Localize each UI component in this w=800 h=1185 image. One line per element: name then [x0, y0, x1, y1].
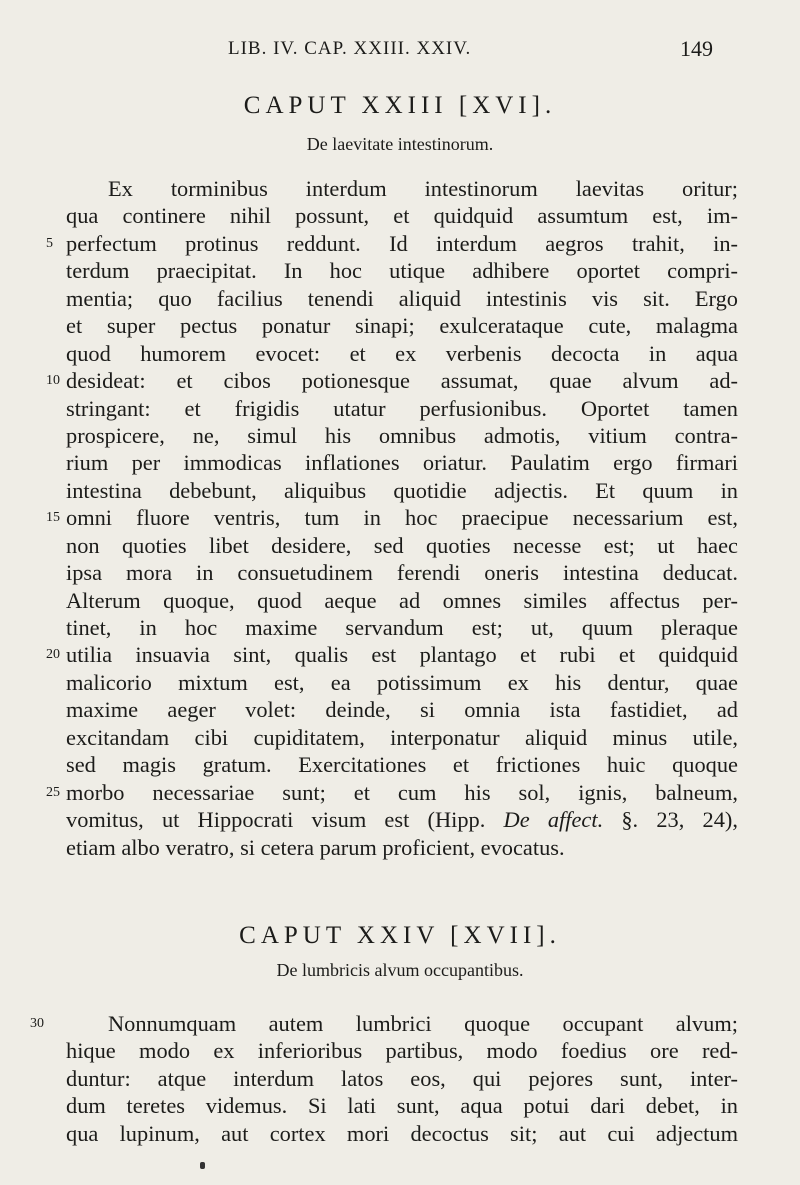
text-line: prospicere, ne, simul his omnibus admotis, vitium contra-: [66, 422, 738, 448]
line-number: 10: [46, 373, 60, 389]
text-line: rium per immodicas inflationes oriatur. Paulatim ergo firmari: [66, 450, 738, 476]
text-line: mentia; quo facilius tenendi aliquid intestinis vis sit. Ergo: [66, 285, 738, 311]
line-number: 5: [46, 235, 53, 251]
text-line: 30 Nonnumquam autem lumbrici quoque occupant alvum;: [30, 1011, 738, 1036]
text-line: 20 utilia insuavia sint, qualis est plantago et rubi et quidquid: [46, 642, 738, 668]
text-line: 15 omni fluore ventris, tum in hoc praecipue necessarium est,: [46, 505, 738, 531]
text-line: maxime aeger volet: deinde, si omnia ista fastidiet, ad: [66, 697, 738, 723]
text-line: non quoties libet desidere, sed quoties necesse est; ut haec: [66, 532, 738, 558]
line-number: 15: [46, 510, 60, 526]
line-number: 25: [46, 784, 60, 800]
text-line: quod humorem evocet: et ex verbenis decocta in aqua: [66, 340, 738, 366]
print-speck: [200, 1162, 205, 1169]
line-number: 30: [30, 1016, 44, 1031]
running-head: LIB. IV. CAP. XXIII. XXIV.: [228, 38, 472, 59]
chapter-subtitle-xxiv: De lumbricis alvum occupantibus.: [276, 960, 524, 980]
text-line: duntur: atque interdum latos eos, qui pejores sunt, inter-: [66, 1065, 738, 1091]
text-line: malicorio mixtum est, ea potissimum ex his dentur, quae: [66, 669, 738, 695]
line-number: 20: [46, 647, 60, 663]
text-line: sed magis gratum. Exercitationes et frictiones huic quoque: [66, 752, 738, 778]
text-line: etiam albo veratro, si cetera parum proficient, evocatus.: [66, 834, 565, 860]
text-line: Ex torminibus interdum intestinorum laevitas oritur;: [108, 176, 738, 201]
chapter-title-xxiii: CAPUT XXIII [XVI].: [243, 92, 557, 119]
text-line: stringant: et frigidis utatur perfusionibus. Oportet tamen: [66, 395, 738, 421]
text-line: vomitus, ut Hippocrati visum est (Hipp. De affect. §. 23, 24),: [66, 807, 738, 833]
text-line: excitandam cibi cupiditatem, interponatur aliquid minus utile,: [66, 724, 738, 750]
text-line: 25 morbo necessariae sunt; et cum his sol, ignis, balneum,: [46, 779, 738, 805]
text-line: et super pectus ponatur sinapi; exulcerataque cute, malagma: [66, 313, 738, 339]
chapter-title-xxiv: CAPUT XXIV [XVII].: [239, 922, 561, 949]
text-line: ipsa mora in consuetudinem ferendi oneris intestina deducat.: [66, 560, 738, 586]
citation-italic: De affect.: [503, 807, 604, 833]
chapter-text-xxiii: [46, 175, 738, 861]
page-number: 149: [680, 36, 713, 61]
text-line: 5 perfectum protinus reddunt. Id interdum aegros trahit, in-: [46, 230, 738, 256]
text-line: 10 desideat: et cibos potionesque assumat, quae alvum ad-: [46, 368, 738, 394]
text-line: tinet, in hoc maxime servandum est; ut, quum pleraque: [66, 615, 738, 640]
text-line: hique modo ex inferioribus partibus, modo foedius ore red-: [66, 1038, 738, 1064]
text-line: qua lupinum, aut cortex mori decoctus sit; aut cui adjectum: [66, 1120, 738, 1146]
text-line: intestina debebunt, aliquibus quotidie adjectis. Et quum in: [66, 477, 738, 503]
text-line: terdum praecipitat. In hoc utique adhibere oportet compri-: [66, 258, 738, 284]
text-line: qua continere nihil possunt, et quidquid assumtum est, im-: [66, 203, 738, 229]
text-line: Alterum quoque, quod aeque ad omnes similes affectus per-: [66, 587, 738, 613]
text-line: dum teretes videmus. Si lati sunt, aqua potui dari debet, in: [66, 1093, 738, 1119]
chapter-subtitle-xxiii: De laevitate intestinorum.: [306, 134, 494, 154]
chapter-text-xxiv: [30, 1010, 738, 1147]
